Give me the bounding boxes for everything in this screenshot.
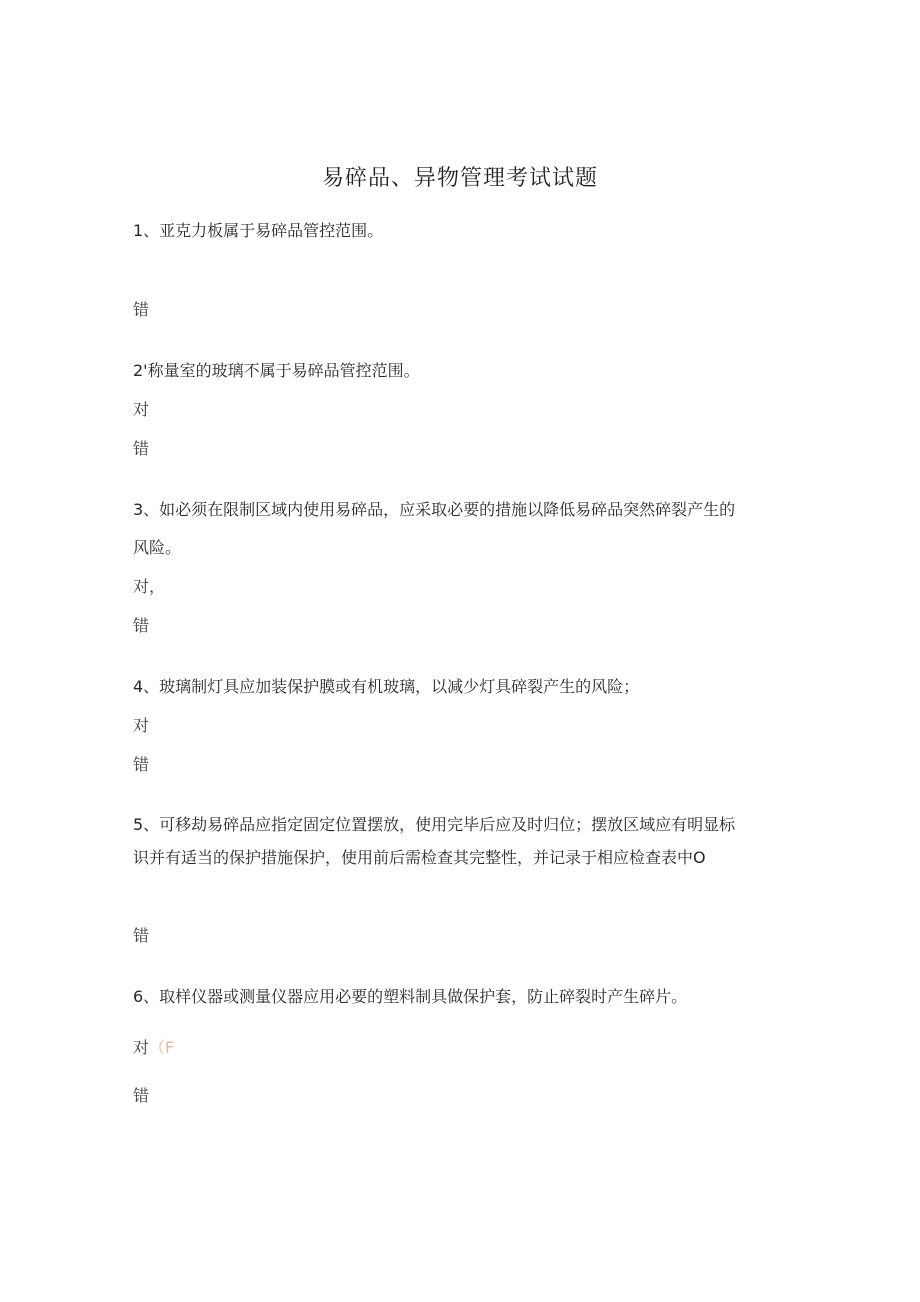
question-3-text-line-1: 3、如必须在限制区域内使用易碎品，应采取必要的措施以降低易碎品突然碎裂产生的 — [133, 500, 736, 519]
question-6-text: 6、取样仪器或测量仪器应用必要的塑料制具做保护套，防止碎裂时产生碎片。 — [133, 987, 688, 1006]
question-3-text-line-2: 风险。 — [133, 538, 182, 557]
question-3-option-right: 对， — [133, 577, 166, 596]
question-3-option-wrong: 错 — [133, 616, 150, 635]
question-4-option-wrong: 错 — [133, 755, 150, 774]
question-1-option-wrong: 错 — [133, 300, 150, 319]
question-4-text: 4、玻璃制灯具应加装保护膜或有机玻璃，以减少灯具碎裂产生的风险； — [133, 677, 640, 696]
question-5-text-line-1: 5、可移劫易碎品应指定固定位置摆放，使用完毕后应及时归位；摆放区域应有明显标 — [133, 815, 736, 834]
question-1-text: 1、亚克力板属于易碎品管控范围。 — [133, 221, 384, 240]
question-6-option-right-label: 对 — [133, 1038, 150, 1057]
question-2-option-right: 对 — [133, 400, 150, 419]
question-2-option-wrong: 错 — [133, 439, 150, 458]
question-6-option-right — [133, 1036, 174, 1060]
question-6-option-wrong: 错 — [133, 1086, 150, 1105]
question-5-option-wrong: 错 — [133, 926, 150, 945]
question-4-option-right: 对 — [133, 716, 150, 735]
question-2-text: 2'称量室的玻璃不属于易碎品管控范围。 — [133, 361, 420, 380]
page-title: 易碎品、异物管理考试试题 — [321, 166, 598, 191]
question-5-text-line-2: 识并有适当的保护措施保护，使用前后需检查其完整性，并记录于相应检查表中O — [133, 848, 706, 867]
question-6-option-mark: （F — [149, 1038, 175, 1057]
